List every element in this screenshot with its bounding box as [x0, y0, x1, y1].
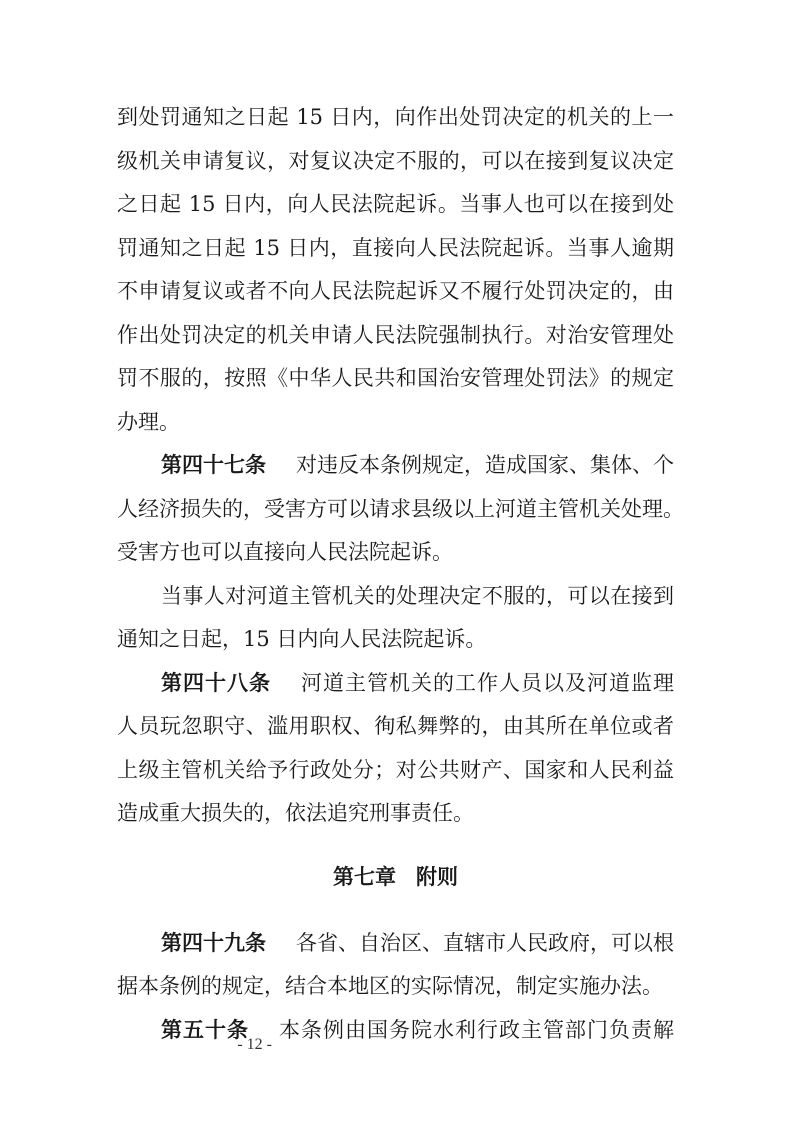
chapter-title: 附则 [416, 864, 458, 889]
article-number: 第五十条 [161, 1017, 249, 1042]
article-first-line [117, 922, 674, 966]
article-first-line [117, 662, 674, 706]
text-line: 罚不服的，按照《中华人民共和国治安管理处罚法》的规定 [117, 366, 674, 390]
text-line: 上级主管机关给予行政处分；对公共财产、国家和人民利益 [117, 757, 674, 782]
text-line: 人员玩忽职守、滥用职权、徇私舞弊的，由其所在单位或者 [117, 714, 674, 738]
article-47-paragraph-2 [117, 575, 674, 662]
article-48 [117, 662, 674, 836]
paragraph-continued [117, 96, 674, 444]
text-line: 到处罚通知之日起 15 日内，向作出处罚决定的机关的上一 [117, 105, 674, 129]
text-line: 造成重大损失的，依法追究刑事责任。 [117, 801, 474, 825]
text-line: 据本条例的规定，结合本地区的实际情况，制定实施办法。 [117, 974, 663, 998]
text-line: 罚通知之日起 15 日内，直接向人民法院起诉。当事人逾期 [117, 235, 674, 260]
article-number: 第四十九条 [161, 930, 266, 955]
article-number: 第四十八条 [161, 670, 271, 695]
page-body [117, 96, 684, 1052]
text-line: 当事人对河道主管机关的处理决定不服的，可以在接到 [161, 583, 674, 608]
text-line: 办理。 [117, 409, 180, 434]
page-number: - 12 - [237, 1036, 272, 1053]
text-line: 作出处罚决定的机关申请人民法院强制执行。对治安管理处 [117, 322, 674, 347]
text-line: 级机关申请复议，对复议决定不服的，可以在接到复议决定 [117, 148, 674, 173]
chapter-number: 第七章 [333, 864, 396, 889]
article-first-line [117, 444, 674, 488]
text-line: 人经济损失的，受害方可以请求县级以上河道主管机关处理。 [117, 496, 684, 521]
article-text: 对违反本条例规定，造成国家、集体、个 [296, 453, 674, 477]
text-line: 不申请复议或者不向人民法院起诉又不履行处罚决定的，由 [117, 279, 674, 303]
article-text: 本条例由国务院水利行政主管部门负责解 [279, 1017, 674, 1042]
article-number: 第四十七条 [161, 453, 266, 477]
article-47 [117, 444, 684, 575]
article-text: 各省、自治区、直辖市人民政府，可以根 [296, 930, 674, 955]
text-line: 通知之日起，15 日内向人民法院起诉。 [117, 627, 487, 651]
text-line: 受害方也可以直接向人民法院起诉。 [117, 540, 453, 564]
text-line: 之日起 15 日内，向人民法院起诉。当事人也可以在接到处 [117, 192, 674, 216]
article-49 [117, 922, 674, 1009]
chapter-heading [117, 850, 674, 908]
article-text: 河道主管机关的工作人员以及河道监理 [301, 670, 674, 695]
